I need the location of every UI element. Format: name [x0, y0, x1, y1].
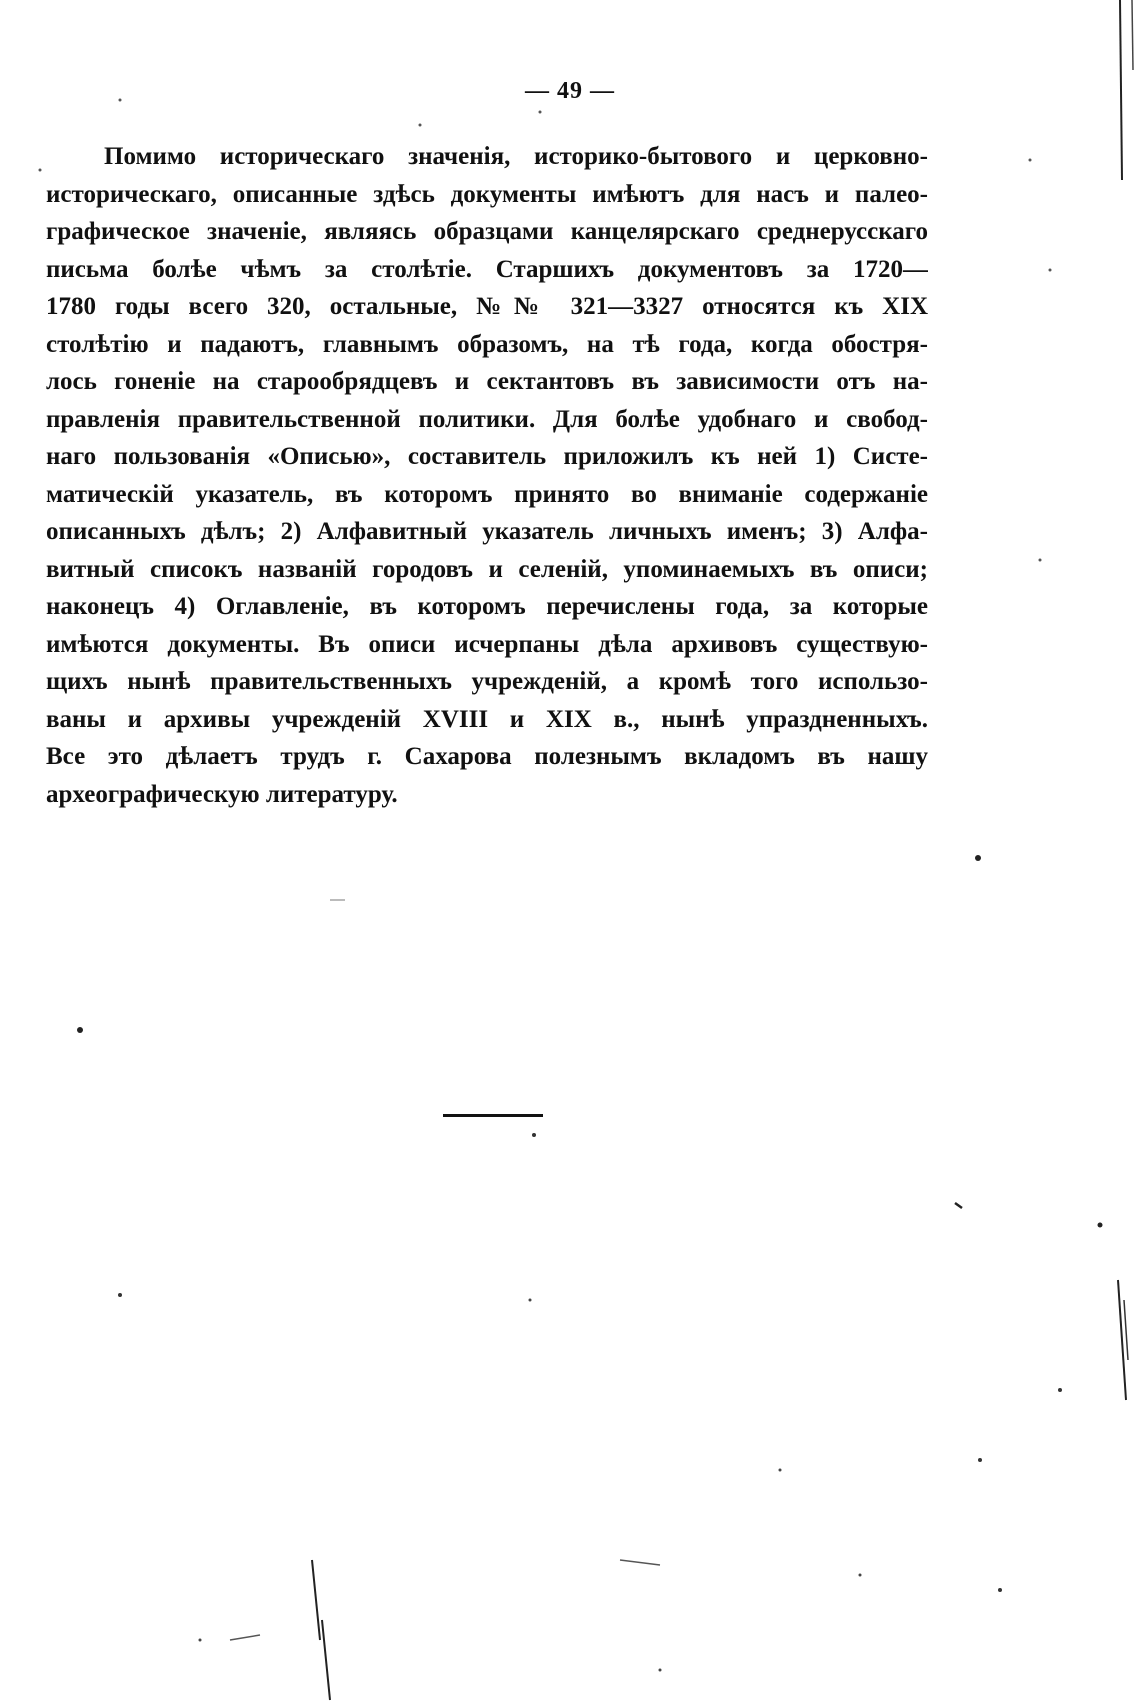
text-line: наконецъ 4) Оглавленіе, въ которомъ перечислены года, за которые: [46, 593, 928, 620]
text-line: матическій указатель, въ которомъ принято во вниманіе содержаніе: [46, 480, 928, 508]
text-line: столѣтію и падаютъ, главнымъ образомъ, на тѣ года, когда обостря-: [46, 330, 928, 358]
body-paragraph: [46, 138, 928, 813]
end-rule: [443, 1114, 543, 1117]
text-line: имѣются документы. Въ описи исчерпаны дѣла архивовъ существую-: [46, 630, 928, 658]
text-line: 1780 годы всего 320, остальные, №№ 321—3327 относятся къ XIX: [46, 293, 928, 320]
text-line: описанныхъ дѣлъ; 2) Алфавитный указатель личныхъ именъ; 3) Алфа-: [46, 518, 928, 545]
text-line: лось гоненіе на старообрядцевъ и сектантовъ въ зависимости отъ на-: [46, 368, 928, 395]
text-line: Помимо историческаго значенія, историко-бытового и церковно-: [104, 143, 928, 170]
page-number: — 49 —: [525, 78, 615, 104]
text-line: наго пользованія «Описью», составитель приложилъ къ ней 1) Систе-: [46, 443, 928, 470]
text-line: историческаго, описанные здѣсь документы имѣютъ для насъ и палео-: [46, 180, 928, 208]
text-line: щихъ нынѣ правительственныхъ учрежденій, а кромѣ того использо-: [46, 668, 928, 695]
text-line: Все это дѣлаетъ трудъ г. Сахарова полезнымъ вкладомъ въ нашу: [46, 743, 928, 770]
text-line: витный списокъ названій городовъ и селеній, упоминаемыхъ въ описи;: [46, 555, 928, 583]
text-line: письма болѣе чѣмъ за столѣтіе. Старшихъ документовъ за 1720—: [46, 255, 928, 283]
text-line: правленія правительственной политики. Для болѣе удобнаго и свобод-: [46, 405, 928, 433]
text-line: ваны и архивы учрежденій XVIII и XIX в., нынѣ упраздненныхъ.: [46, 705, 928, 733]
text-line: графическое значеніе, являясь образцами канцелярскаго среднерусскаго: [46, 218, 928, 245]
text-line: археографическую литературу.: [46, 780, 398, 808]
